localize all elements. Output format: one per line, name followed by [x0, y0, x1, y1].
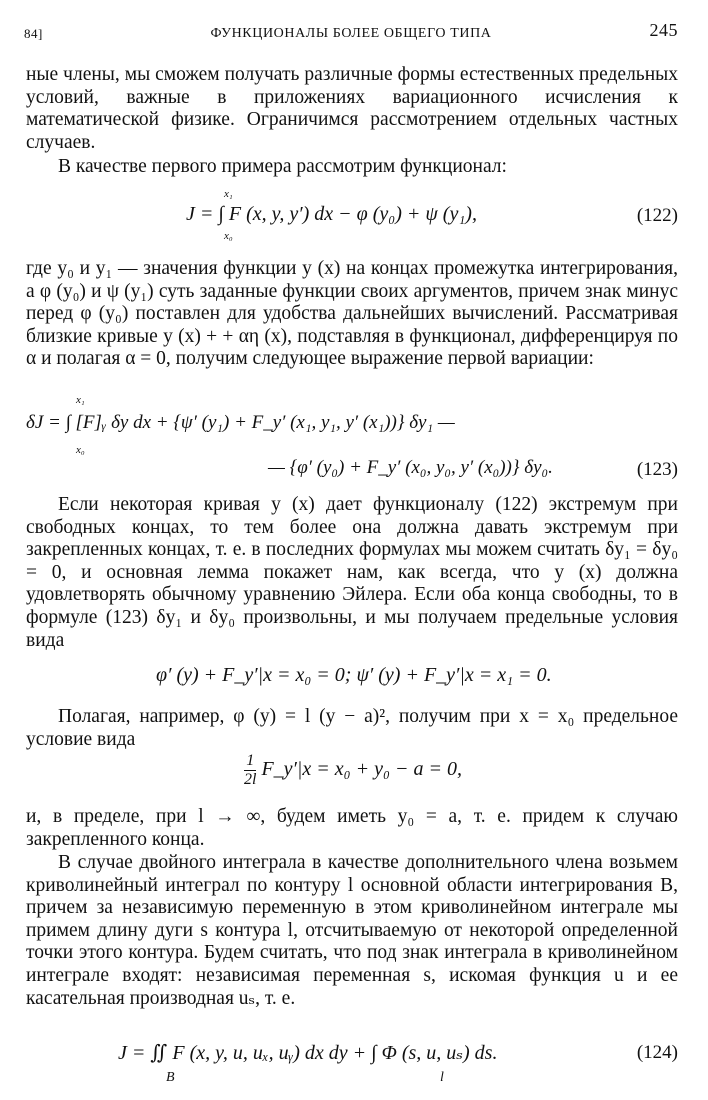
limit-condition — [244, 752, 462, 789]
fraction-numerator: 1 — [244, 752, 256, 771]
equation-123-line-1: δJ = ∫ [F]ᵧ δy dx + {ψ′ (y₁) + F_y′ (x₁, y₁, y′ (x₁))} δy₁ — — [26, 412, 455, 433]
eq122-lower-limit: x₀ — [224, 230, 233, 242]
fraction-one-over-2l — [244, 752, 256, 789]
boundary-conditions: φ′ (y) + F_y′|x = x₀ = 0; ψ′ (y) + F_y′|x = x₁ = 0. — [156, 664, 552, 686]
eq122-upper-limit: x₁ — [224, 188, 233, 200]
section-number: 84] — [24, 26, 43, 41]
paragraph-1: ные члены, мы сможем получать различные формы естественных предельных условий, важные в приложениях вариационного исчисления к математической физике. Ограничимся рассмотрением отдельных частных случаев. — [26, 64, 678, 153]
limit-condition-rest: F_y′|x = x₀ + y₀ − a = 0, — [261, 758, 462, 781]
paragraph-3: где y₀ и y₁ — значения функции y (x) на концах промежутка интегрирования, а φ (y₀) и ψ (y₁) суть заданные функции своих аргументов, причем знак минус перед φ (y₀) поставлен для удобства дальнейших вычислений. Рассматривая близкие кривые y (x) + + αη (x), подставляя в функционал, дифференцируя по α и полагая α = 0, получим следующее выражение первой вариации: — [26, 258, 678, 370]
paragraph-5: Полагая, например, φ (y) = l (y − a)², получим при x = x₀ предельное условие вида — [26, 706, 678, 750]
fraction-denominator: 2l — [244, 771, 257, 788]
equation-124: J = ∬ F (x, y, u, uₓ, uᵧ) dx dy + ∫ Φ (s, u, uₛ) ds. — [118, 1042, 498, 1064]
paragraph-6: и, в пределе, при l → ∞, будем иметь y₀ = a, т. е. придем к случаю закрепленного конца. — [26, 806, 678, 850]
paragraph-4: Если некоторая кривая y (x) дает функционалу (122) экстремум при свободных концах, то тем более она должна давать экстремум при закрепленных концах, т. е. в последних формулах мы можем считать δy₁ = δy₀ = 0, и основная лемма покажет нам, как всегда, что y (x) должна удовлетворять обычному уравнению Эйлера. Если оба конца свободны, то в формуле (123) δy₁ и δy₀ произвольны, и мы получаем предельные условия вида — [26, 494, 678, 651]
paragraph-2: В качестве первого примера рассмотрим функционал: — [58, 156, 507, 177]
eq123-lower-limit: x₀ — [76, 444, 85, 456]
eq124-lower-limit-b: B — [166, 1070, 175, 1085]
equation-122-number: (122) — [636, 205, 678, 226]
paragraph-7: В случае двойного интеграла в качестве дополнительного члена возьмем криволинейный интеграл по контуру l основной области интегрирования B, причем за независимую переменную в этом криволинейном интеграле мы примем длину дуги s контура l, отсчитываемую от некоторой определенной точки этого контура. Будем считать, что под знак интеграла в криволинейном интеграле входят: независимая переменная s, искомая функция u и ее касательная производная uₛ, т. е. — [26, 852, 678, 1009]
page-number: 245 — [649, 20, 678, 40]
running-title: ФУНКЦИОНАЛЫ БОЛЕЕ ОБЩЕГО ТИПА — [210, 26, 492, 41]
eq124-lower-limit-l: l — [440, 1070, 444, 1085]
equation-124-number: (124) — [636, 1042, 678, 1063]
eq123-upper-limit: x₁ — [76, 394, 85, 406]
equation-123-line-2: — {φ′ (y₀) + F_y′ (x₀, y₀, y′ (x₀))} δy₀. — [268, 457, 553, 478]
equation-123-number: (123) — [636, 459, 678, 480]
equation-122: J = ∫ F (x, y, y′) dx − φ (y₀) + ψ (y₁), — [186, 203, 477, 225]
page-header — [24, 16, 678, 46]
